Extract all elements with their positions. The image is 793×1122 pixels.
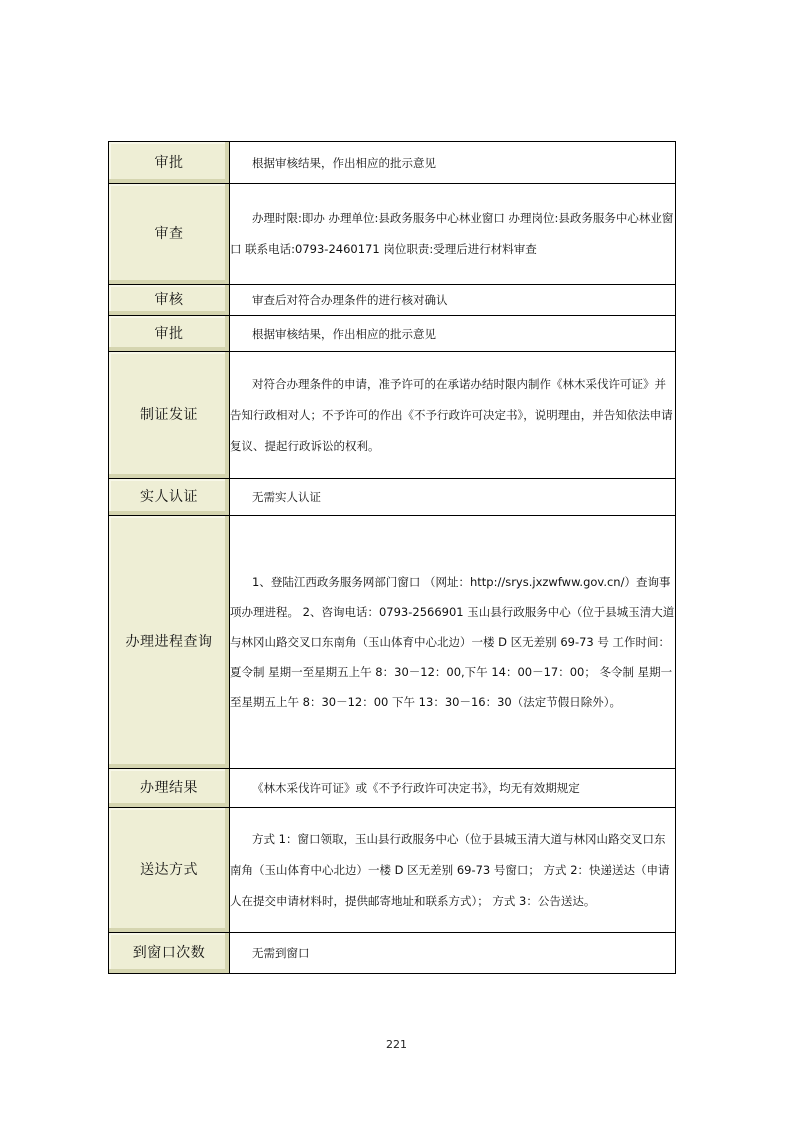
table-row (109, 352, 676, 479)
row-label: 审查 (109, 184, 230, 285)
row-label: 到窗口次数 (109, 933, 230, 974)
table-row (109, 516, 676, 769)
row-label: 审批 (109, 316, 230, 352)
row-label: 办理结果 (109, 769, 230, 808)
row-content: 方式 1：窗口领取，玉山县行政服务中心（位于县城玉清大道与林冈山路交叉口东南角（玉山体育中心北边）一楼 D 区无差别 69-73 号窗口； 方式 2：快递送达（申请人在提交申请材料时，提供邮寄地址和联系方式）； 方式 3：公告送达。 (230, 808, 676, 933)
row-content: 《林木采伐许可证》或《不予行政许可决定书》，均无有效期规定 (230, 769, 676, 808)
page-number: 221 (386, 1038, 407, 1051)
row-content: 办理时限:即办 办理单位:县政务服务中心林业窗口 办理岗位:县政务服务中心林业窗口 联系电话:0793-2460171 岗位职责:受理后进行材料审查 (230, 184, 676, 285)
row-label: 审核 (109, 285, 230, 316)
table-row (109, 769, 676, 808)
table-row (109, 808, 676, 933)
row-label: 送达方式 (109, 808, 230, 933)
table-row (109, 479, 676, 516)
process-table (108, 141, 676, 974)
row-content: 对符合办理条件的申请，准予许可的在承诺办结时限内制作《林木采伐许可证》并告知行政相对人；不予许可的作出《不予行政许可决定书》，说明理由，并告知依法申请复议、提起行政诉讼的权利。 (230, 352, 676, 479)
row-content: 无需到窗口 (230, 933, 676, 974)
table-row (109, 184, 676, 285)
row-content: 审查后对符合办理条件的进行核对确认 (230, 285, 676, 316)
row-content: 根据审核结果，作出相应的批示意见 (230, 316, 676, 352)
row-label: 制证发证 (109, 352, 230, 479)
row-content: 1、登陆江西政务服务网部门窗口 （网址：http://srys.jxzwfww.gov.cn/）查询事项办理进程。 2、咨询电话：0793-2566901 玉山县行政服务中心（位于县城玉清大道与林冈山路交叉口东南角（玉山体育中心北边）一楼 D 区无差别 69-73 号 工作时间： 夏令制 星期一至星期五上午 8：30－12：00,下午 14：00－17：00； 冬令制 星期一至星期五上午 8：30－12：00 下午 13：30－16：30（法定节假日除外）。 (230, 516, 676, 769)
table-row (109, 933, 676, 974)
row-content: 根据审核结果，作出相应的批示意见 (230, 142, 676, 184)
table-row (109, 142, 676, 184)
row-label: 办理进程查询 (109, 516, 230, 769)
row-label: 审批 (109, 142, 230, 184)
table-row (109, 316, 676, 352)
row-label: 实人认证 (109, 479, 230, 516)
row-content: 无需实人认证 (230, 479, 676, 516)
table-row (109, 285, 676, 316)
